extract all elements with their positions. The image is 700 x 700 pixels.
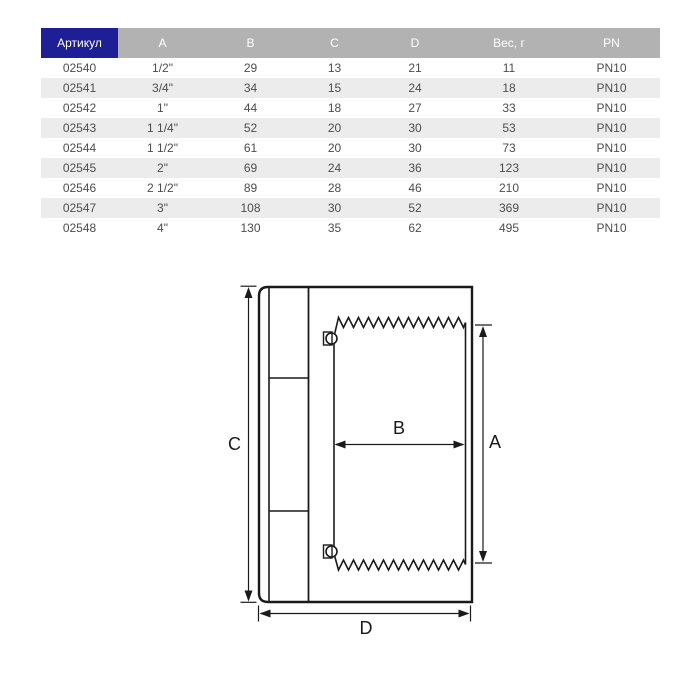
- dim-c-arrow-down: [245, 591, 253, 602]
- table-cell: 18: [455, 78, 563, 98]
- col-header-artikul: Артикул: [41, 28, 118, 58]
- table-cell: PN10: [563, 98, 660, 118]
- table-cell: 30: [294, 198, 375, 218]
- table-cell: 18: [294, 98, 375, 118]
- table-cell: 02544: [41, 138, 118, 158]
- table-cell: 62: [375, 218, 455, 238]
- table-cell: 89: [207, 178, 294, 198]
- table-cell: 123: [455, 158, 563, 178]
- table-cell: 30: [375, 118, 455, 138]
- table-cell: 24: [294, 158, 375, 178]
- col-header-d: D: [375, 28, 455, 58]
- table-cell: 24: [375, 78, 455, 98]
- table-cell: 2 1/2": [118, 178, 207, 198]
- table-cell: 33: [455, 98, 563, 118]
- table-cell: 29: [207, 58, 294, 78]
- table-cell: 1 1/2": [118, 138, 207, 158]
- dim-label-c: C: [228, 434, 241, 454]
- table-cell: 35: [294, 218, 375, 238]
- table-cell: 02545: [41, 158, 118, 178]
- table-cell: 1": [118, 98, 207, 118]
- dim-label-b: B: [392, 418, 406, 438]
- dim-a-arrow-down: [479, 551, 487, 562]
- table-cell: 02541: [41, 78, 118, 98]
- thread-profile-top: [335, 318, 466, 335]
- table-cell: 2": [118, 158, 207, 178]
- table-cell: 21: [375, 58, 455, 78]
- table-cell: 61: [207, 138, 294, 158]
- dim-label-d: D: [359, 618, 373, 638]
- table-cell: PN10: [563, 198, 660, 218]
- dim-c-arrow-up: [245, 287, 253, 298]
- table-cell: 20: [294, 138, 375, 158]
- table-cell: 495: [455, 218, 563, 238]
- table-cell: 4": [118, 218, 207, 238]
- table-cell: 34: [207, 78, 294, 98]
- col-header-a: A: [118, 28, 207, 58]
- col-header-c: C: [294, 28, 375, 58]
- table-cell: PN10: [563, 178, 660, 198]
- table-cell: 130: [207, 218, 294, 238]
- table-cell: 210: [455, 178, 563, 198]
- col-header-b: B: [207, 28, 294, 58]
- table-cell: 69: [207, 158, 294, 178]
- thread-profile-bottom: [335, 556, 466, 571]
- dim-d-arrow-right: [459, 610, 470, 618]
- table-cell: 3": [118, 198, 207, 218]
- table-cell: PN10: [563, 58, 660, 78]
- table-cell: 1 1/4": [118, 118, 207, 138]
- table-cell: 3/4": [118, 78, 207, 98]
- table-cell: PN10: [563, 78, 660, 98]
- table-cell: 02546: [41, 178, 118, 198]
- table-cell: 44: [207, 98, 294, 118]
- table-cell: 28: [294, 178, 375, 198]
- table-cell: 369: [455, 198, 563, 218]
- table-cell: 02540: [41, 58, 118, 78]
- table-cell: PN10: [563, 218, 660, 238]
- table-cell: 27: [375, 98, 455, 118]
- col-header-weight: Вес, г: [455, 28, 563, 58]
- dim-b-arrow-right: [454, 441, 465, 449]
- table-cell: 52: [207, 118, 294, 138]
- table-cell: 02542: [41, 98, 118, 118]
- table-cell: 20: [294, 118, 375, 138]
- table-cell: 1/2": [118, 58, 207, 78]
- table-cell: 30: [375, 138, 455, 158]
- dim-b-arrow-left: [335, 441, 346, 449]
- table-cell: PN10: [563, 158, 660, 178]
- table-cell: PN10: [563, 138, 660, 158]
- dim-label-a: A: [488, 432, 502, 452]
- table-cell: 02547: [41, 198, 118, 218]
- table-cell: 46: [375, 178, 455, 198]
- table-cell: 73: [455, 138, 563, 158]
- dim-d-arrow-left: [260, 610, 271, 618]
- dim-a-arrow-up: [479, 326, 487, 337]
- table-cell: 11: [455, 58, 563, 78]
- table-cell: 108: [207, 198, 294, 218]
- table-cell: 13: [294, 58, 375, 78]
- table-cell: 52: [375, 198, 455, 218]
- table-cell: 36: [375, 158, 455, 178]
- table-cell: 15: [294, 78, 375, 98]
- table-cell: 53: [455, 118, 563, 138]
- col-header-pn: PN: [563, 28, 660, 58]
- table-cell: 02548: [41, 218, 118, 238]
- table-cell: PN10: [563, 118, 660, 138]
- table-cell: 02543: [41, 118, 118, 138]
